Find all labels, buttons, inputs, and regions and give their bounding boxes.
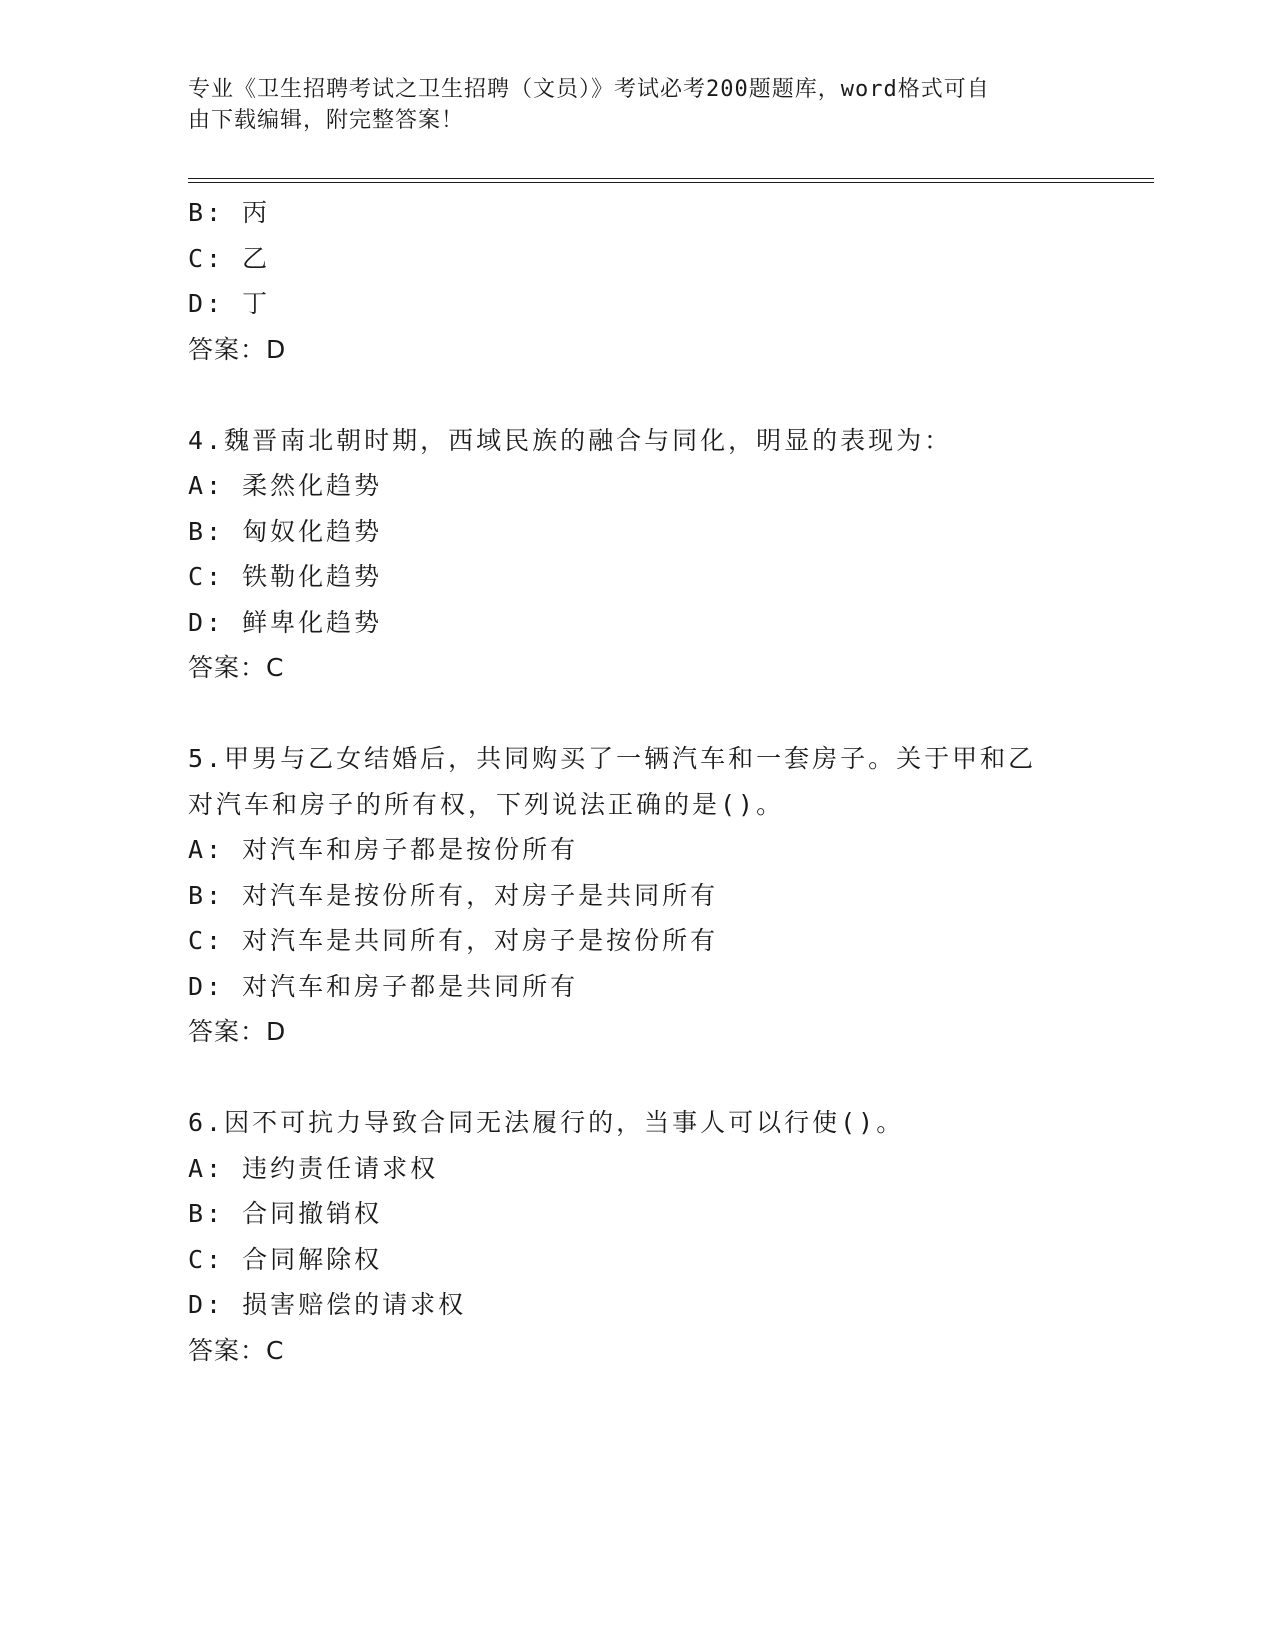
answer: 答案：D [188, 1017, 287, 1046]
answer: 答案：C [188, 653, 285, 682]
option-c: C: 合同解除权 [188, 1244, 383, 1274]
header-line-1: 专业《卫生招聘考试之卫生招聘（文员）》考试必考200题题库，word格式可自 [188, 77, 990, 102]
question-stem-line-1: 5.甲男与乙女结婚后，共同购买了一辆汽车和一套房子。关于甲和乙 [188, 744, 1037, 773]
option-b: B: 对汽车是按份所有，对房子是共同所有 [188, 880, 719, 910]
answer: 答案：D [188, 334, 287, 364]
question-6 [188, 1100, 1088, 1373]
option-c: C: 对汽车是共同所有，对房子是按份所有 [188, 926, 719, 955]
option-c: C: 铁勒化趋势 [188, 562, 383, 591]
option-b: B: 匈奴化趋势 [188, 516, 383, 546]
option-a: A: 柔然化趋势 [188, 471, 383, 500]
answer: 答案：C [188, 1335, 285, 1365]
option-d: D: 鲜卑化趋势 [188, 607, 383, 637]
question-stem: 4.魏晋南北朝时期，西域民族的融合与同化，明显的表现为： [188, 425, 953, 455]
option-b: B: 合同撤销权 [188, 1199, 383, 1228]
option-a: A: 对汽车和房子都是按份所有 [188, 835, 579, 864]
option-d: D: 丁 [188, 289, 271, 318]
header-rule-top [188, 178, 1154, 179]
header-line-2: 由下载编辑，附完整答案！ [188, 108, 465, 133]
question-4 [188, 418, 1088, 691]
question-5 [188, 736, 1088, 1055]
option-b: B: 丙 [188, 198, 271, 227]
question-list [188, 190, 1088, 1373]
header-rule-bottom [188, 182, 1154, 183]
spacer [188, 1055, 1088, 1101]
question-3 [188, 190, 1088, 372]
option-a: A: 违约责任请求权 [188, 1153, 439, 1183]
spacer [188, 372, 1088, 418]
option-d: D: 损害赔偿的请求权 [188, 1290, 467, 1319]
option-d: D: 对汽车和房子都是共同所有 [188, 971, 579, 1001]
document-header [188, 74, 1068, 136]
option-c: C: 乙 [188, 243, 271, 273]
spacer [188, 691, 1088, 737]
question-stem-line-2: 对汽车和房子的所有权，下列说法正确的是()。 [188, 789, 785, 819]
question-stem: 6.因不可抗力导致合同无法履行的，当事人可以行使()。 [188, 1108, 905, 1137]
